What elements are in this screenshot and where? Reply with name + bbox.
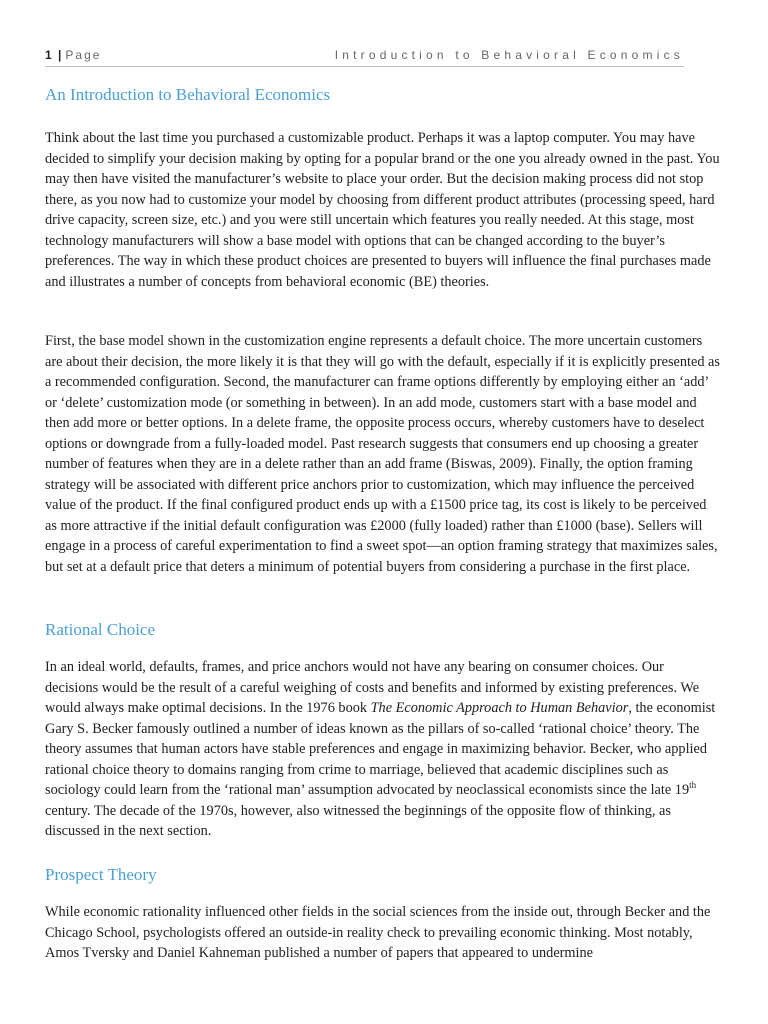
paragraph-prospect-theory: While economic rationality influenced other fields in the social sciences from the inside out, through Becker and the Chicago School, psychologists offered an outside-in reality check to prevailing economic thinking. Most notably, Amos Tversky and Daniel Kahneman published a number of papers that appeared to undermine: [45, 904, 711, 961]
page-number: 1: [45, 48, 52, 62]
paragraph-rational-choice: [45, 657, 720, 842]
page-header: [45, 46, 684, 67]
page-label: Page: [65, 48, 102, 62]
paragraph-intro: Think about the last time you purchased a customizable product. Perhaps it was a laptop computer. You may have decided to simplify your decision making by opting for a popular brand or the one you already owned in the past. You may then have visited the manufacturer’s website to place your order. But the decision making process did not stop there, as you now had to customize your model by choosing from different product attributes (processing speed, hard drive capacity, screen size, etc.) and you were still uncertain which features you really needed. At this stage, most technology manufacturers will show a base model with options that can be changed according to the buyer’s preferences. The way in which these product choices are presented to buyers will influence the final purchases made and illustrates a number of concepts from behavioral economic (BE) theories.: [45, 130, 720, 290]
paragraph-defaults-framing: First, the base model shown in the customization engine represents a default choice. The more uncertain customers are about their decision, the more likely it is that they will go with the default, especially if it is explicitly presented as a recommended configuration. Second, the manufacturer can frame options differently by employing either an ‘add’ or ‘delete’ customization mode (or something in between). In an add mode, customers start with a base model and then add more or better options. In a delete frame, the opposite process occurs, whereby customers have to deselect options or downgrade from a fully-loaded model. Past research suggests that consumers end up choosing a greater number of features when they are in a delete rather than an add frame (Biswas, 2009). Finally, the option framing strategy will be associated with different price anchors prior to customization, which may influence the perceived value of the product. If the final configured product ends up with a £1500 price tag, its cost is likely to be perceived as more attractive if the initial default configuration was £2000 (fully loaded) rather than £1000 (base). Sellers will engage in a process of careful experimentation to find a sweet spot—an option framing strategy that maximizes sales, but set at a default price that deters a minimum of potential buyers from considering a purchase in the first place.: [45, 333, 720, 575]
p3-text-1: In an ideal world, defaults, frames, and price anchors would not have any bearing on consumer choices. Our decisions would be the result of a careful weighing of costs and benefits and informed by existing preferences. We would always make optimal decisions. In the 1976 book: [45, 659, 700, 716]
heading-rational-choice: Rational Choice: [45, 620, 156, 639]
book-title: The Economic Approach to Human Behavior: [370, 700, 629, 716]
p3-text-3: century. The decade of the 1970s, however, also witnessed the beginnings of the opposite flow of thinking, as discussed in the next section.: [45, 802, 671, 839]
ordinal-suffix: th: [689, 780, 697, 791]
document-title: An Introduction to Behavioral Economics: [45, 85, 331, 104]
p3-text-2: , the economist Gary S. Becker famously outlined a number of ideas known as the pillars of so-called ‘rational choice’ theory. The theory assumes that human actors have stable preferences and engage in maximizing behavior. Becker, who applied rational choice theory to domains ranging from crime to marriage, believed that academic disciplines such as sociology could learn from the ‘rational man’ assumption advocated by neoclassical economists since the late 19: [45, 700, 716, 798]
heading-prospect-theory: Prospect Theory: [45, 865, 157, 884]
running-title: Introduction to Behavioral Economics: [334, 48, 684, 62]
header-separator: |: [58, 48, 62, 62]
page-number-label: [45, 48, 101, 62]
